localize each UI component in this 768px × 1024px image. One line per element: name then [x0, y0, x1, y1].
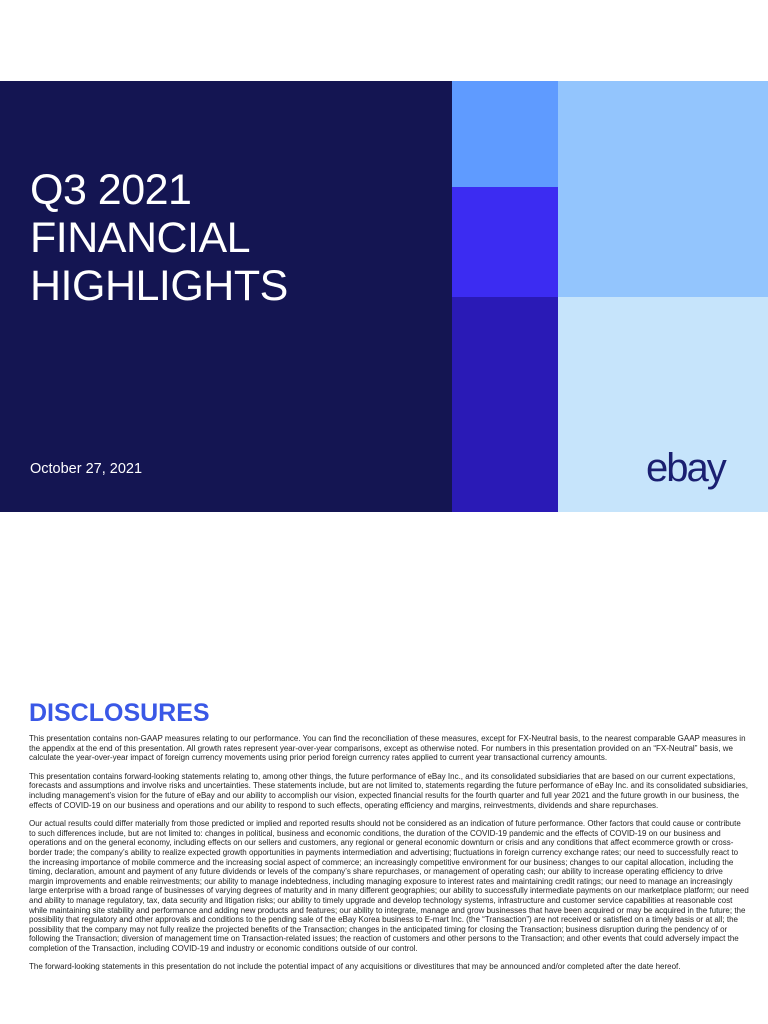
disclosures-paragraph: Our actual results could differ materially from those predicted or implied and reported results should not be considered as an indication of future performance. Other factors that could cause or contribute to such differences include, but are not limited to: changes in political, business and economic conditions, the duration of the COVID-19 pandemic and the effects of COVID-19 on our business and operations and on the general economy, including effects on our sellers and customers, any regional or general economic downturn or crisis and any conditions that affect ecommerce growth or cross-border trade; the company’s ability to realize expected growth opportunities in payments intermediation and advertising; fluctuations in foreign currency exchange rates; our need to successfully react to the increasing importance of mobile commerce and the increasing social aspect of commerce; an increasingly competitive environment for our business; changes to our capital allocation, including the timing, declaration, amount and payment of any future dividends or levels of the company’s share repurchases, or management of operating cash; our ability to increase operating efficiency to drive margin improvements and enable reinvestments; our ability to manage indebtedness, including managing exposure to interest rates and maintaining credit ratings; our need to manage an increasingly large enterprise with a broad range of businesses of varying degrees of maturity and in many different geographies; our ability to successfully intermediate payments on our marketplace platform; our need and ability to manage regulatory, tax, data security and litigation risks; our ability to timely upgrade and develop technology systems, infrastructure and customer service capabilities at reasonable cost while maintaining site stability and performance and adding new products and features; our ability to integrate, manage and grow businesses that have been acquired or may be acquired in the future; the possibility that regulatory and other approvals and conditions to the pending sale of the eBay Korea business to E-mart Inc. (the “Transaction”) are not received or satisfied on a timely basis or at all; the possibility that the company may not fully realize the projected benefits of the Transaction; changes in the anticipated timing for closing the Transaction; business disruption during the pendency of or following the Transaction; diversion of management time on Transaction-related issues; the reaction of customers and other persons to the Transaction; and other events that could adversely impact the completion of the Transaction, including COVID-19 and industry or economic conditions outside of our control.: [29, 819, 749, 953]
cover-title-line: FINANCIAL: [30, 214, 251, 262]
cover-title-line: HIGHLIGHTS: [30, 262, 288, 310]
cover-slide: [0, 81, 768, 512]
cover-title-line: Q3 2021: [30, 166, 192, 214]
cover-title: [30, 166, 288, 310]
disclosures-paragraph: The forward-looking statements in this presentation do not include the potential impact of any acquisitions or divestitures that may be announced and/or completed after the date hereof.: [29, 962, 681, 972]
color-block: [558, 81, 768, 297]
disclosures-body: [29, 734, 749, 981]
disclosures-title: DISCLOSURES: [29, 699, 210, 727]
ebay-logo: ebay: [646, 446, 725, 490]
cover-date: October 27, 2021: [30, 461, 143, 477]
color-block: [452, 187, 558, 297]
page-top-margin: [0, 0, 768, 81]
color-block: [452, 297, 558, 512]
disclosures-paragraph: This presentation contains non-GAAP measures relating to our performance. You can find the reconciliation of these measures, except for FX-Neutral basis, to the nearest comparable GAAP measures in the appendix at the end of this presentation. All growth rates represent year-over-year comparisons, except as otherwise noted. For numbers in this presentation provided on an “FX-Neutral” basis, we calculate the year-over-year impact of foreign currency movements using prior period foreign currency rates applied to current year transactional currency amounts.: [29, 734, 746, 763]
disclosures-paragraph: This presentation contains forward-looking statements relating to, among other things, the future performance of eBay Inc., and its consolidated subsidiaries that are based on our current expectations, forecasts and assumptions and involve risks and uncertainties. These statements include, but are not limited to, statements regarding the future performance of eBay Inc. and its consolidated subsidiaries, including management’s vision for the future of eBay and our ability to accomplish our vision, expected financial results for the fourth quarter and full year 2021 and the future growth in our business, the effects of COVID-19 on our business and operations and our ability to respond to such effects, operating efficiency and margins, reinvestments, dividends and share repurchases.: [29, 771, 748, 810]
color-block: [452, 81, 558, 187]
